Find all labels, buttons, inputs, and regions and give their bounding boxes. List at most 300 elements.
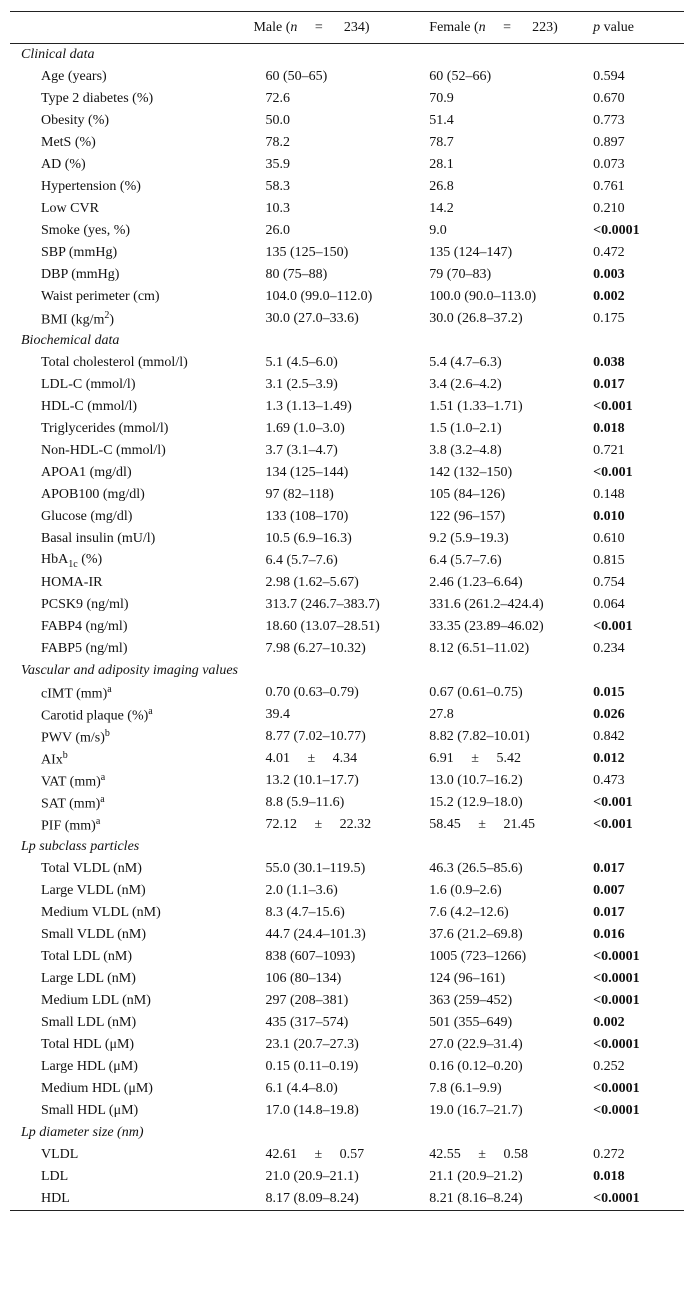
header-p-value [593,12,684,44]
header-p-suffix: value [600,19,634,35]
male-value: 10.5 (6.9–16.3) [265,531,352,546]
row-label [10,1188,253,1211]
p-value: 0.721 [593,443,625,458]
row-label-superscript: a [148,705,153,717]
row-label-text: SAT (mm) [41,796,101,812]
p-value: <0.0001 [593,993,640,1008]
row-label-text: Glucose (mg/dl) [41,509,133,524]
male-value: 50.0 [265,113,290,128]
p-value: 0.473 [593,773,625,788]
section-header-row [10,330,684,352]
row-label [10,968,253,990]
male-value: 55.0 (30.1–119.5) [265,861,366,876]
table-row [10,550,684,572]
p-value: 0.234 [593,641,625,656]
row-label [10,1144,253,1166]
row-label-subscript: 1c [68,558,78,570]
table-row [10,616,684,638]
table-row [10,1144,684,1166]
row-label-text: Hypertension (%) [41,179,141,194]
row-label [10,176,253,198]
female-value: 331.6 (261.2–424.4) [429,597,544,612]
row-label-text: VLDL [41,1147,79,1162]
female-value: 42.55 ± 0.58 [429,1147,528,1162]
female-value: 6.4 (5.7–7.6) [429,553,502,568]
row-label-text: VAT (mm) [41,774,101,790]
p-value: <0.001 [593,795,633,810]
female-value: 7.8 (6.1–9.9) [429,1081,502,1096]
male-value: 26.0 [265,223,290,238]
female-value: 363 (259–452) [429,993,513,1008]
p-value: 0.002 [593,1015,625,1030]
female-value: 0.67 (0.61–0.75) [429,685,523,700]
male-value: 3.7 (3.1–4.7) [265,443,338,458]
p-value: 0.015 [593,685,625,700]
male-value: 23.1 (20.7–27.3) [265,1037,359,1052]
male-value: 18.60 (13.07–28.51) [265,619,380,634]
female-value: 33.35 (23.89–46.02) [429,619,544,634]
row-label-text: Large LDL (nM) [41,971,136,986]
female-value: 37.6 (21.2–69.8) [429,927,523,942]
row-label-text: APOA1 (mg/dl) [41,465,132,480]
row-label-text: Age (years) [41,69,107,84]
female-value: 60 (52–66) [429,69,492,84]
table-row [10,770,684,792]
female-value: 79 (70–83) [429,267,492,282]
male-value: 8.17 (8.09–8.24) [265,1191,359,1206]
table-row [10,264,684,286]
row-label-superscript: b [104,727,110,739]
female-value: 9.2 (5.9–19.3) [429,531,509,546]
p-value: 0.815 [593,553,625,568]
row-label [10,946,253,968]
table-row [10,286,684,308]
data-table-container [10,11,684,1211]
row-label-superscript: a [107,683,112,695]
row-label-text: Small HDL (μM) [41,1103,139,1118]
row-label-text: Small VLDL (nM) [41,927,146,942]
row-label-text: Non-HDL-C (mmol/l) [41,443,166,458]
row-label [10,88,253,110]
female-value: 1005 (723–1266) [429,949,527,964]
row-label [10,528,253,550]
row-label [10,638,253,660]
female-value: 3.8 (3.2–4.8) [429,443,502,458]
section-title: Vascular and adiposity imaging values [21,663,238,678]
table-row [10,176,684,198]
table-row [10,506,684,528]
male-value: 7.98 (6.27–10.32) [265,641,366,656]
male-value: 6.1 (4.4–8.0) [265,1081,338,1096]
p-value: <0.0001 [593,1037,640,1052]
male-value: 4.01 ± 4.34 [265,751,358,766]
female-value: 2.46 (1.23–6.64) [429,575,523,590]
row-label [10,770,253,792]
male-value: 39.4 [265,707,290,722]
row-label [10,198,253,220]
table-row [10,1078,684,1100]
row-label-text: DBP (mmHg) [41,267,120,282]
row-label [10,1034,253,1056]
section-header-row [10,660,684,682]
row-label-text: PIF (mm) [41,818,96,834]
row-label-suffix: (%) [77,552,103,568]
p-value: 0.897 [593,135,625,150]
table-row [10,110,684,132]
p-value: 0.761 [593,179,625,194]
row-label-text: Medium LDL (nM) [41,993,151,1008]
row-label-text: Total LDL (nM) [41,949,133,964]
row-label-text: Total cholesterol (mmol/l) [41,355,188,370]
table-row [10,352,684,374]
female-value: 21.1 (20.9–21.2) [429,1169,523,1184]
male-value: 1.69 (1.0–3.0) [265,421,345,436]
female-value: 46.3 (26.5–85.6) [429,861,523,876]
header-female-n-symbol: n [478,19,486,35]
table-row [10,374,684,396]
row-label-text: MetS (%) [41,135,96,150]
row-label [10,792,253,814]
row-label [10,440,253,462]
row-label-text: Smoke (yes, %) [41,223,131,238]
header-male [253,12,429,44]
row-label [10,220,253,242]
p-value: <0.001 [593,465,633,480]
header-male-n-symbol: n [290,19,298,35]
row-label-text: Type 2 diabetes (%) [41,91,154,106]
female-value: 27.0 (22.9–31.4) [429,1037,523,1052]
row-label [10,1100,253,1122]
table-row [10,484,684,506]
row-label-text: Large HDL (μM) [41,1059,138,1074]
table-row [10,726,684,748]
p-value: 0.038 [593,355,625,370]
table-row [10,1056,684,1078]
table-row [10,418,684,440]
row-label [10,1012,253,1034]
row-label [10,242,253,264]
header-male-count: 234) [343,19,370,35]
female-value: 124 (96–161) [429,971,506,986]
male-value: 80 (75–88) [265,267,328,282]
table-row [10,132,684,154]
row-label [10,132,253,154]
male-value: 435 (317–574) [265,1015,349,1030]
row-label [10,418,253,440]
row-label-superscript: a [100,793,105,805]
p-value: <0.0001 [593,971,640,986]
female-value: 1.6 (0.9–2.6) [429,883,502,898]
table-row [10,198,684,220]
p-value: 0.017 [593,377,625,392]
male-value: 21.0 (20.9–21.1) [265,1169,359,1184]
table-row [10,792,684,814]
male-value: 8.3 (4.7–15.6) [265,905,345,920]
row-label [10,110,253,132]
male-value: 1.3 (1.13–1.49) [265,399,352,414]
row-label-text: LDL-C (mmol/l) [41,377,136,392]
female-value: 0.16 (0.12–0.20) [429,1059,523,1074]
row-label [10,924,253,946]
table-row [10,594,684,616]
female-value: 14.2 [429,201,454,216]
row-label-text: FABP5 (ng/ml) [41,641,128,656]
header-female-count: 223) [532,19,558,35]
male-value: 2.98 (1.62–5.67) [265,575,359,590]
female-value: 9.0 [429,223,447,238]
table-row [10,682,684,704]
female-value: 3.4 (2.6–4.2) [429,377,502,392]
row-label-text: Triglycerides (mmol/l) [41,421,169,436]
row-label [10,462,253,484]
row-label-text: Obesity (%) [41,113,110,128]
row-label-text: HbA [41,552,69,568]
female-value: 135 (124–147) [429,245,513,260]
table-row [10,1100,684,1122]
table-row [10,1166,684,1188]
section-header-row [10,44,684,67]
p-value: 0.017 [593,861,625,876]
row-label [10,66,253,88]
row-label-text: Basal insulin (mU/l) [41,531,156,546]
female-value: 8.21 (8.16–8.24) [429,1191,523,1206]
row-label [10,748,253,770]
row-label [10,396,253,418]
female-value: 78.7 [429,135,454,150]
row-label-text: Medium HDL (μM) [41,1081,153,1096]
row-label [10,704,253,726]
row-label-text: HDL [41,1191,70,1206]
row-label [10,858,253,880]
table-row [10,1012,684,1034]
header-female-prefix: Female ( [429,19,479,35]
row-label-superscript: a [95,815,101,827]
table-row [10,572,684,594]
row-label [10,814,253,836]
female-value: 5.4 (4.7–6.3) [429,355,502,370]
p-value: 0.148 [593,487,625,502]
p-value: 0.754 [593,575,625,590]
female-value: 28.1 [429,157,454,172]
male-value: 72.12 ± 22.32 [265,817,372,832]
female-value: 51.4 [429,113,454,128]
row-label [10,286,253,308]
female-value: 501 (355–649) [429,1015,513,1030]
female-value: 142 (132–150) [429,465,513,480]
table-row [10,396,684,418]
header-blank [10,12,253,44]
row-label [10,990,253,1012]
male-value: 97 (82–118) [265,487,334,502]
table-row [10,66,684,88]
row-label [10,506,253,528]
table-row [10,462,684,484]
p-value: <0.0001 [593,223,640,238]
row-label-text: LDL [41,1169,69,1184]
male-value: 5.1 (4.5–6.0) [265,355,338,370]
row-label [10,154,253,176]
male-value: 0.15 (0.11–0.19) [265,1059,359,1074]
male-value: 838 (607–1093) [265,949,356,964]
row-label [10,1056,253,1078]
p-value: 0.210 [593,201,625,216]
row-label [10,374,253,396]
p-value: <0.001 [593,399,633,414]
female-value: 1.5 (1.0–2.1) [429,421,502,436]
female-value: 100.0 (90.0–113.0) [429,289,537,304]
p-value: 0.670 [593,91,625,106]
section-title: Clinical data [21,47,95,62]
row-label-text: Large VLDL (nM) [41,883,146,898]
row-label-text: Total HDL (μM) [41,1037,135,1052]
table-row [10,88,684,110]
male-value: 30.0 (27.0–33.6) [265,311,359,326]
male-value: 135 (125–150) [265,245,349,260]
row-label-text: Low CVR [41,201,99,216]
table-row [10,858,684,880]
p-value: 0.773 [593,113,625,128]
male-value: 8.8 (5.9–11.6) [265,795,345,810]
female-value: 26.8 [429,179,454,194]
p-value: 0.017 [593,905,625,920]
male-value: 17.0 (14.8–19.8) [265,1103,359,1118]
p-value: 0.073 [593,157,625,172]
male-value: 8.77 (7.02–10.77) [265,729,366,744]
row-label-superscript: 2 [104,309,110,321]
p-value: 0.175 [593,311,625,326]
table-row [10,946,684,968]
row-label-text: APOB100 (mg/dl) [41,487,145,502]
p-value: 0.018 [593,1169,625,1184]
section-title: Lp diameter size (nm) [21,1125,144,1140]
male-value: 297 (208–381) [265,993,349,1008]
female-value: 122 (96–157) [429,509,506,524]
row-label [10,264,253,286]
table-row [10,990,684,1012]
table-row [10,880,684,902]
male-value: 0.70 (0.63–0.79) [265,685,359,700]
p-value: 0.012 [593,751,625,766]
row-label-text: AIx [41,752,63,768]
row-label-text: Small LDL (nM) [41,1015,137,1030]
row-label-text: SBP (mmHg) [41,245,118,260]
p-value: <0.001 [593,817,633,832]
section-title: Lp subclass particles [21,839,140,854]
row-label [10,594,253,616]
row-label-superscript: a [100,771,106,783]
male-value: 13.2 (10.1–17.7) [265,773,359,788]
row-label-text: BMI (kg/m [41,312,105,328]
section-title: Biochemical data [21,333,120,348]
row-label-superscript: b [62,749,68,761]
p-value: 0.003 [593,267,625,282]
row-label-text: Medium VLDL (nM) [41,905,161,920]
p-value: 0.026 [593,707,625,722]
male-value: 313.7 (246.7–383.7) [265,597,380,612]
p-value: <0.001 [593,619,633,634]
male-value: 78.2 [265,135,290,150]
row-label [10,550,253,572]
male-value: 104.0 (99.0–112.0) [265,289,373,304]
table-row [10,902,684,924]
p-value: <0.0001 [593,1103,640,1118]
row-label-text: cIMT (mm) [41,686,108,702]
p-value: 0.064 [593,597,625,612]
row-label-text: Waist perimeter (cm) [41,289,160,304]
p-value: 0.252 [593,1059,625,1074]
female-value: 13.0 (10.7–16.2) [429,773,523,788]
header-row [10,12,684,44]
male-value: 44.7 (24.4–101.3) [265,927,366,942]
p-value: 0.272 [593,1147,625,1162]
male-value: 2.0 (1.1–3.6) [265,883,338,898]
row-label-text: PWV (m/s) [41,730,105,746]
table-row [10,220,684,242]
p-value: <0.0001 [593,949,640,964]
male-value: 3.1 (2.5–3.9) [265,377,338,392]
male-value: 58.3 [265,179,290,194]
table-row [10,308,684,330]
row-label [10,902,253,924]
p-value: 0.010 [593,509,625,524]
p-value: 0.472 [593,245,625,260]
table-row [10,242,684,264]
row-label [10,1078,253,1100]
table-row [10,1188,684,1211]
p-value: 0.007 [593,883,625,898]
table-header [10,12,684,44]
row-label-text: HDL-C (mmol/l) [41,399,138,414]
table-row [10,1034,684,1056]
p-value: 0.610 [593,531,625,546]
row-label-text: PCSK9 (ng/ml) [41,597,129,612]
section-header-row [10,836,684,858]
row-label [10,352,253,374]
header-male-eq: = [314,19,323,35]
female-value: 27.8 [429,707,454,722]
row-label-text: AD (%) [41,157,86,172]
row-label-text: Carotid plaque (%) [41,708,149,724]
male-value: 134 (125–144) [265,465,349,480]
table-body [10,44,684,1211]
header-p-symbol: p [593,19,601,35]
p-value: 0.594 [593,69,625,84]
male-value: 60 (50–65) [265,69,328,84]
female-value: 6.91 ± 5.42 [429,751,521,766]
row-label [10,616,253,638]
female-value: 105 (84–126) [429,487,506,502]
table-row [10,814,684,836]
row-label-text: HOMA-IR [41,575,103,590]
table-row [10,154,684,176]
p-value: 0.002 [593,289,625,304]
female-value: 70.9 [429,91,454,106]
p-value: 0.842 [593,729,625,744]
header-male-prefix: Male ( [253,19,291,35]
female-value: 1.51 (1.33–1.71) [429,399,523,414]
female-value: 58.45 ± 21.45 [429,817,535,832]
male-value: 42.61 ± 0.57 [265,1147,365,1162]
row-label [10,880,253,902]
header-female-eq: = [503,19,512,35]
comparison-table [10,11,684,1211]
row-label-text: FABP4 (ng/ml) [41,619,128,634]
male-value: 106 (80–134) [265,971,342,986]
row-label [10,308,253,330]
section-header-row [10,1122,684,1144]
row-label [10,572,253,594]
row-label [10,682,253,704]
